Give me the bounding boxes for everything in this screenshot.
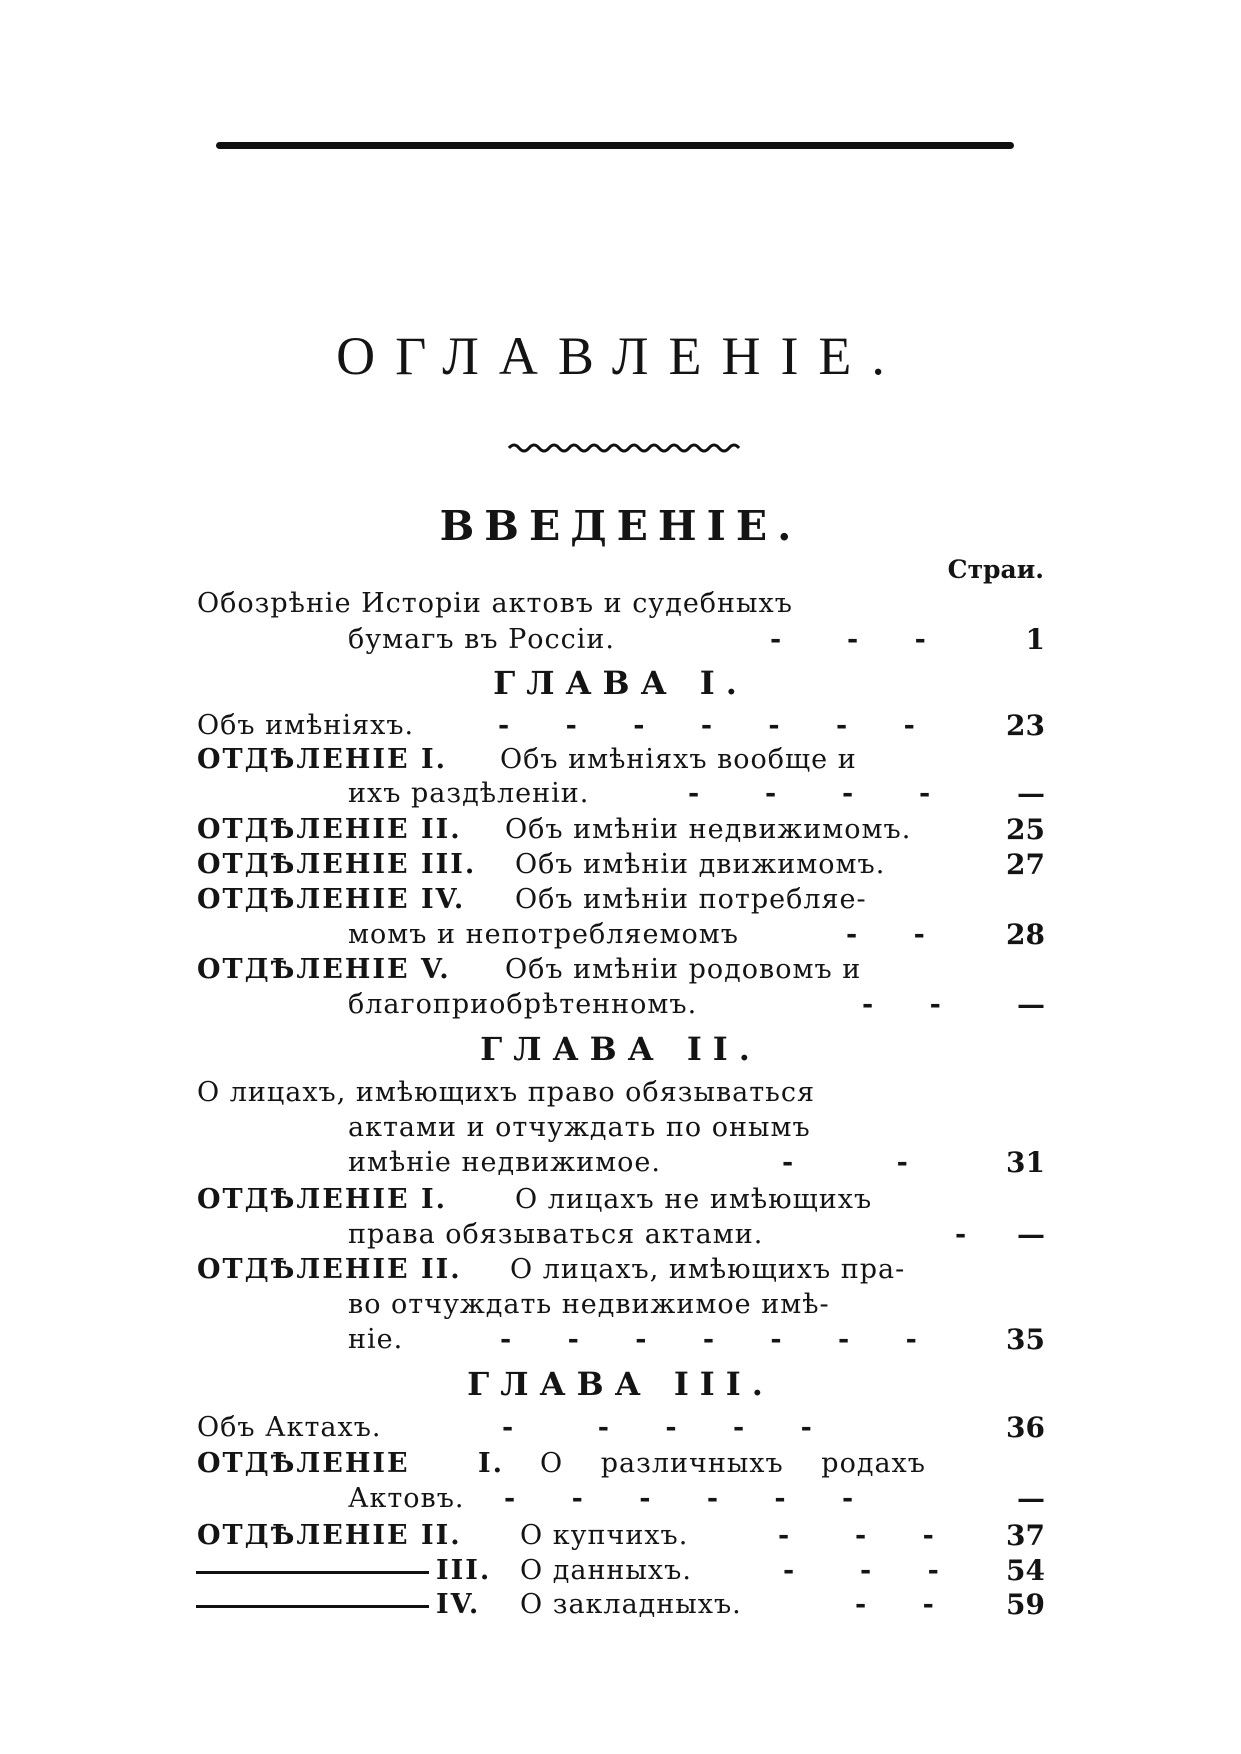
entry-continuation: имѣніе недвижимое. — [348, 1147, 661, 1178]
dot-leader: - - - - — [688, 778, 931, 809]
dot-leader: - - - - - - — [504, 1483, 854, 1514]
section-label: ОТДѢЛЕНІЕ III. — [197, 849, 477, 880]
dot-leader: - - - - - - - — [500, 1324, 917, 1355]
page-number: — — [1017, 1482, 1045, 1515]
page-number: — — [1017, 777, 1045, 810]
entry-text: О купчихъ. — [520, 1520, 689, 1551]
page-number: 27 — [1006, 848, 1045, 881]
entry-text: О данныхъ. — [520, 1555, 692, 1586]
dot-leader: - - - — [778, 1520, 934, 1551]
section-number: I. — [478, 1448, 505, 1479]
page-number: — — [1017, 988, 1045, 1021]
entry-text: О различныхъ родахъ — [540, 1448, 926, 1479]
page-title: ОГЛАВЛЕНІЕ. — [336, 326, 905, 386]
entry-text: Объ имѣніи недвижимомъ. — [505, 814, 912, 845]
page-number: 35 — [1006, 1323, 1045, 1356]
page-number: 1 — [1025, 623, 1045, 656]
dot-leader: - - - — [783, 1555, 939, 1586]
ditto-rule — [196, 1605, 429, 1608]
entry-text: Объ имѣніяхъ. — [197, 710, 415, 741]
chapter-1-heading: ГЛАВА I. — [493, 664, 748, 702]
page-number: — — [1017, 1218, 1045, 1251]
section-label: ОТДѢЛЕНІЕ V. — [197, 954, 451, 985]
page-number: 59 — [1006, 1588, 1045, 1621]
page-number: 25 — [1006, 813, 1045, 846]
dot-leader: - - — [846, 919, 925, 950]
entry-text: О лицахъ, имѣющихъ право обязываться — [197, 1077, 816, 1108]
entry-text: Объ Актахъ. — [197, 1412, 382, 1443]
chapter-3-heading: ГЛАВА III. — [467, 1365, 774, 1403]
page-number: 31 — [1006, 1146, 1045, 1179]
entry-continuation: момъ и непотребляемомъ — [348, 919, 739, 950]
section-number: IV. — [436, 1589, 481, 1620]
entry-text: О лицахъ, имѣющихъ пра- — [510, 1254, 906, 1285]
dot-leader: - - - - - - - — [498, 710, 915, 741]
chapter-2-heading: ГЛАВА II. — [480, 1030, 761, 1068]
introduction-heading: ВВЕДЕНІЕ. — [439, 502, 802, 550]
pages-column-label: Страи. — [947, 555, 1044, 584]
dot-leader: - - - - - — [502, 1412, 812, 1443]
section-label: ОТДѢЛЕНІЕ I. — [197, 744, 447, 775]
section-label: ОТДѢЛЕНІЕ I. — [197, 1184, 447, 1215]
page-number: 37 — [1006, 1519, 1045, 1552]
entry-continuation: актами и отчуждать по онымъ — [348, 1112, 811, 1143]
entry-continuation: благоприобрѣтенномъ. — [348, 989, 698, 1020]
entry-continuation: Актовъ. — [348, 1483, 465, 1514]
top-rule — [216, 142, 1014, 149]
ditto-rule — [196, 1571, 429, 1574]
entry-continuation: во отчуждать недвижимое имѣ- — [348, 1289, 830, 1320]
section-label: ОТДѢЛЕНІЕ IV. — [197, 884, 466, 915]
section-label: ОТДѢЛЕНІЕ II. — [197, 1520, 462, 1551]
dot-leader: - - — [782, 1147, 908, 1178]
entry-text: Объ имѣніи потребляе- — [515, 884, 867, 915]
entry-continuation: ихъ раздѣленіи. — [348, 778, 590, 809]
entry-text: Объ имѣніяхъ вообще и — [500, 744, 857, 775]
wavy-ornament-icon — [505, 440, 745, 456]
dot-leader: - - - — [770, 624, 926, 655]
section-label: ОТДѢЛЕНІЕ — [197, 1448, 410, 1479]
section-number: III. — [436, 1555, 492, 1586]
entry-text: Объ имѣніи движимомъ. — [515, 849, 886, 880]
page-number: 28 — [1006, 918, 1045, 951]
intro-entry-line2: бумагъ въ Россіи. — [348, 624, 615, 655]
section-label: ОТДѢЛЕНІЕ II. — [197, 814, 462, 845]
entry-text: О лицахъ не имѣющихъ — [515, 1184, 873, 1215]
page-number: 23 — [1006, 709, 1045, 742]
dot-leader: - - — [855, 1589, 934, 1620]
entry-continuation: права обязываться актами. — [348, 1219, 764, 1250]
page-number: 54 — [1006, 1554, 1045, 1587]
entry-text: Объ имѣніи родовомъ и — [505, 954, 862, 985]
intro-entry-line1: Обозрѣніе Исторіи актовъ и судебныхъ — [197, 588, 793, 619]
entry-continuation: ніе. — [348, 1324, 404, 1355]
entry-text: О закладныхъ. — [520, 1589, 742, 1620]
dot-leader: - - — [862, 989, 941, 1020]
page-number: 36 — [1006, 1411, 1045, 1444]
section-label: ОТДѢЛЕНІЕ II. — [197, 1254, 462, 1285]
dot-leader: - — [955, 1219, 967, 1250]
